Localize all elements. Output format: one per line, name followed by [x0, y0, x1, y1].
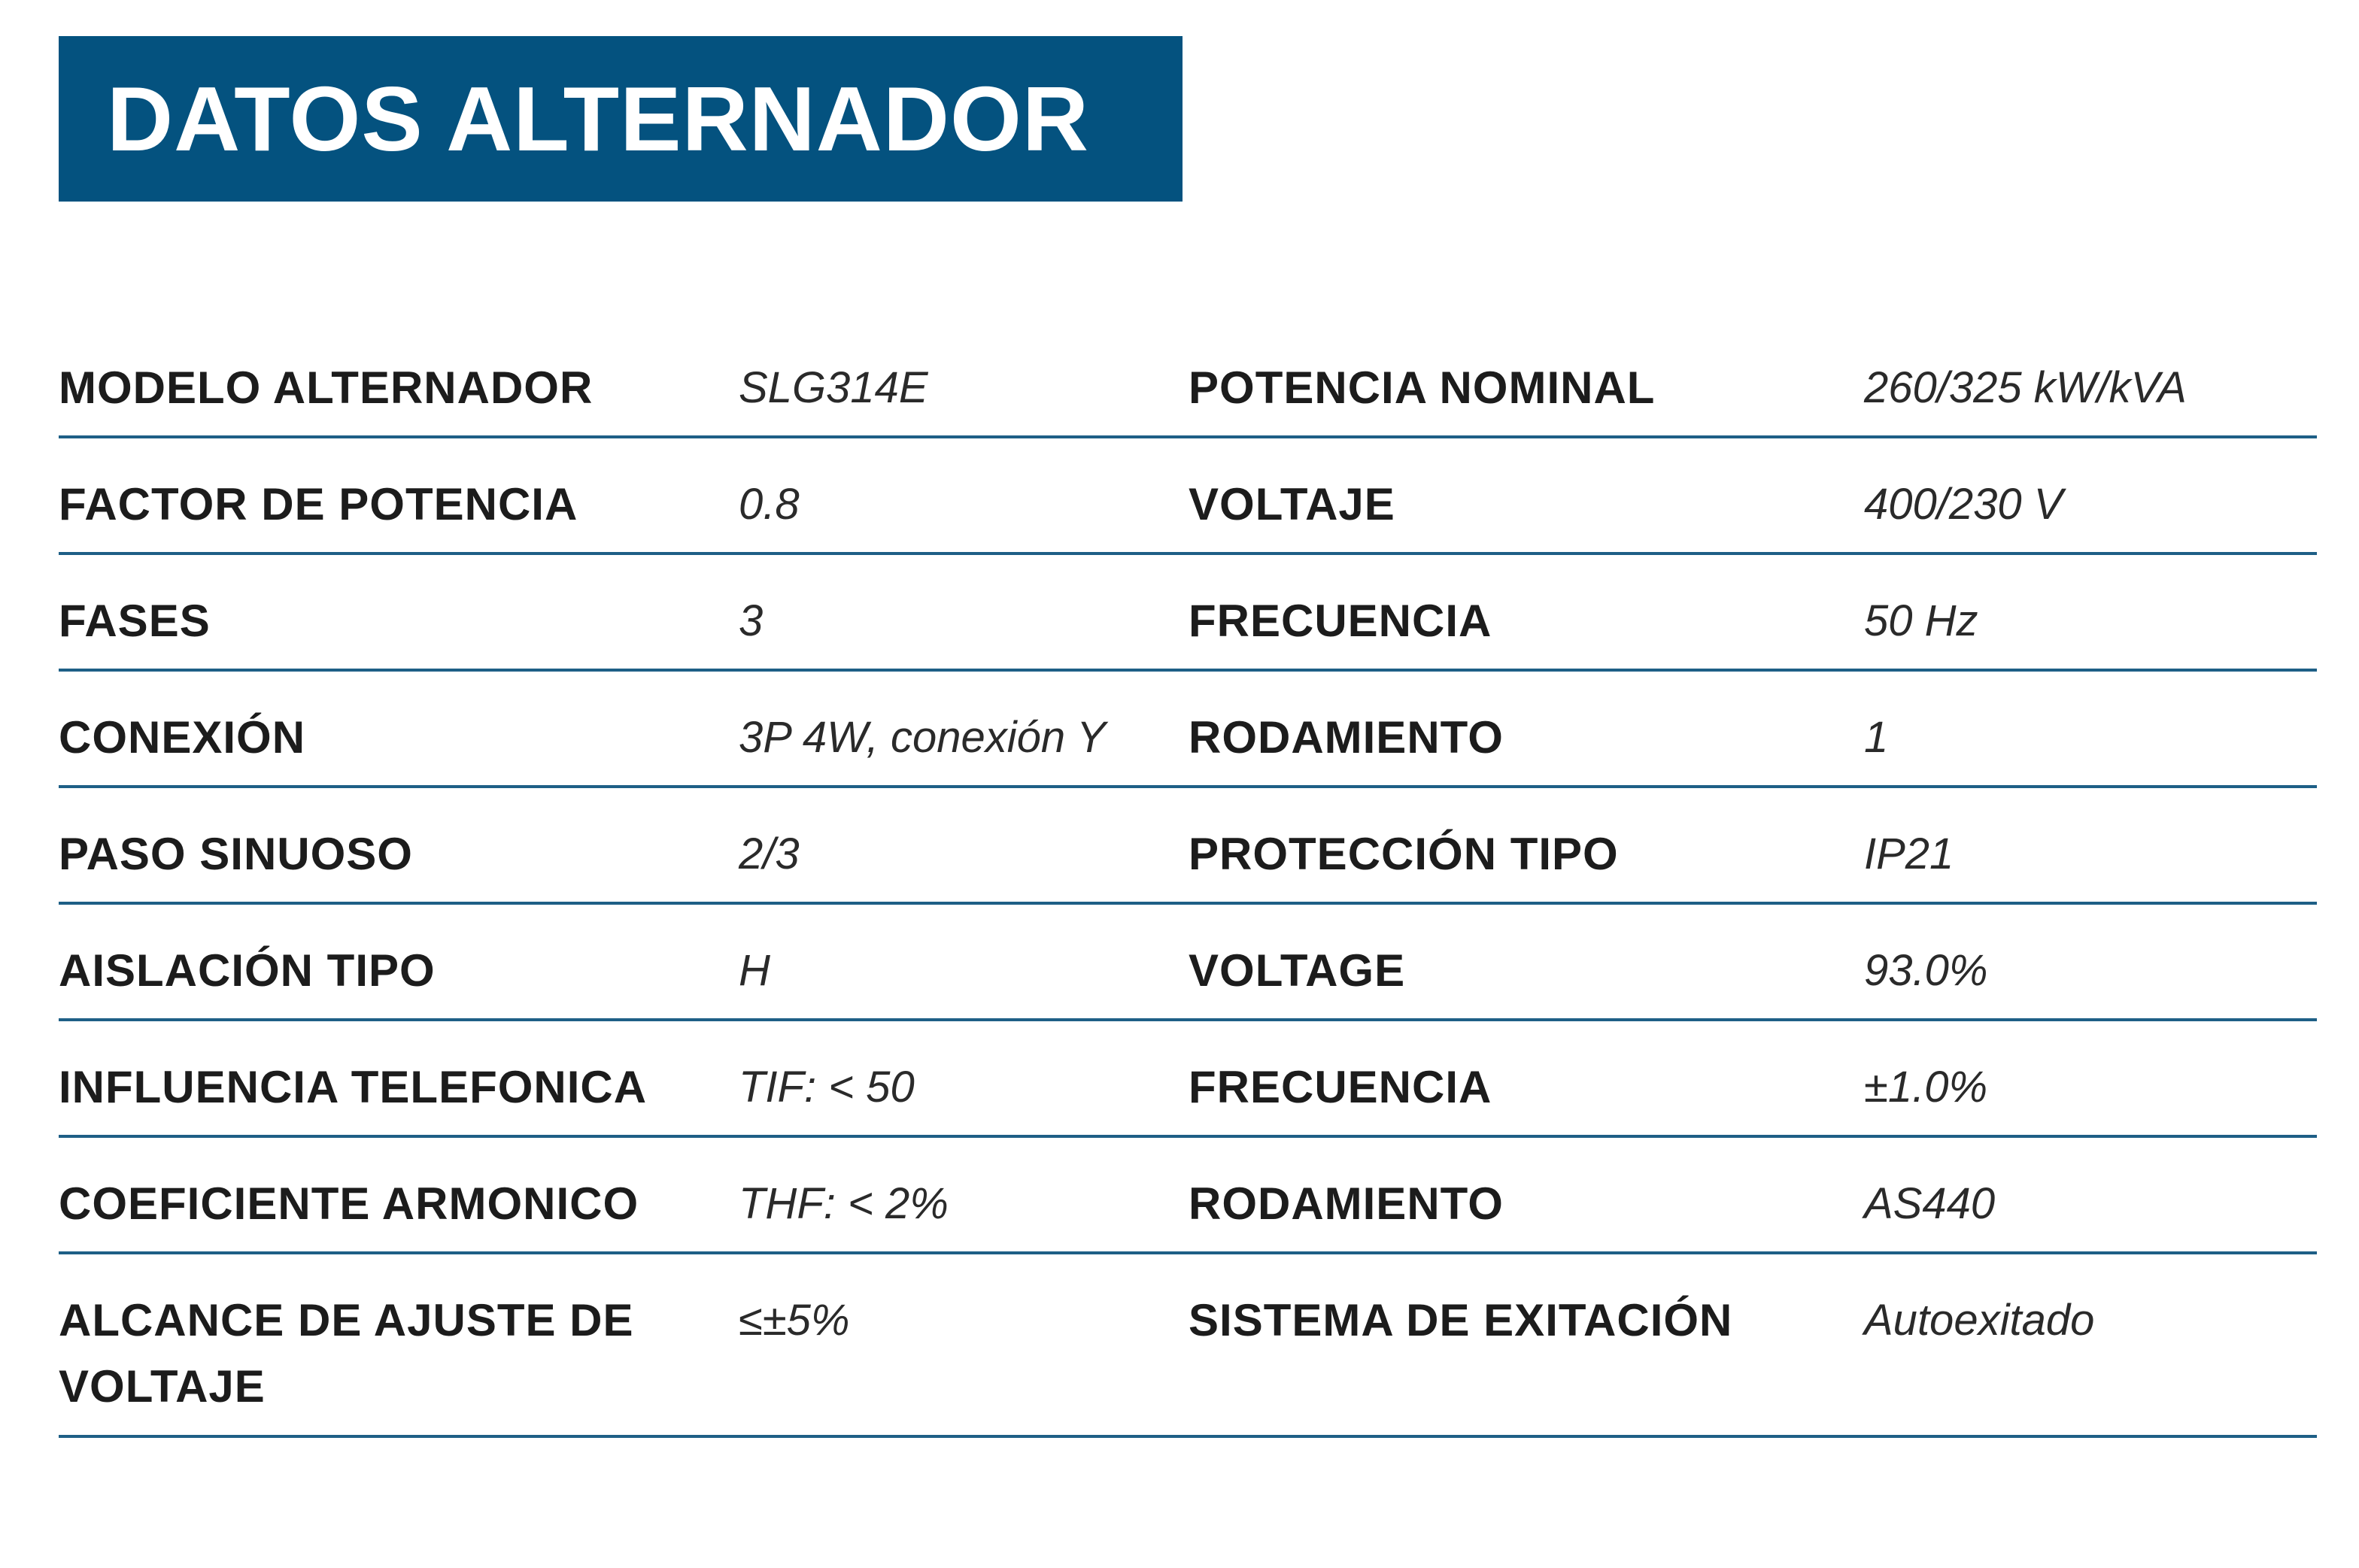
spec-row [59, 1254, 2317, 1438]
specs-table [59, 322, 2317, 1438]
spec-row [59, 322, 2317, 438]
spec-label: FRECUENCIA [1189, 596, 1492, 646]
spec-value: 2/3 [739, 829, 800, 878]
spec-value: H [739, 946, 770, 995]
spec-label: ALCANCE DE AJUSTE DE VOLTAJE [59, 1295, 634, 1412]
spec-value: AS440 [1864, 1179, 1996, 1228]
spec-value: 3P 4W, conexión Y [739, 713, 1106, 762]
spec-label: SISTEMA DE EXITACIÓN [1189, 1295, 1733, 1345]
spec-label: PASO SINUOSO [59, 829, 413, 879]
spec-label: FRECUENCIA [1189, 1062, 1492, 1112]
spec-label: PROTECCIÓN TIPO [1189, 829, 1619, 879]
spec-value: 50 Hz [1864, 596, 1978, 645]
title-banner [59, 36, 1183, 202]
spec-row [59, 1021, 2317, 1138]
spec-row [59, 788, 2317, 905]
page-title: DATOS ALTERNADOR [107, 68, 1089, 170]
spec-value: ±1.0% [1864, 1063, 1988, 1112]
spec-row [59, 555, 2317, 672]
spec-row [59, 905, 2317, 1021]
spec-label: FASES [59, 596, 211, 646]
spec-value: THF: < 2% [739, 1179, 949, 1228]
spec-value: 93.0% [1864, 946, 1988, 995]
spec-row [59, 438, 2317, 555]
spec-value: 400/230 V [1864, 480, 2063, 529]
spec-row [59, 672, 2317, 788]
spec-label: AISLACIÓN TIPO [59, 945, 436, 996]
spec-label: CONEXIÓN [59, 712, 306, 763]
spec-value: SLG314E [739, 363, 928, 412]
spec-label: RODAMIENTO [1189, 712, 1504, 763]
spec-label: VOLTAGE [1189, 945, 1406, 996]
spec-value: 3 [739, 596, 764, 645]
spec-label: POTENCIA NOMINAL [1189, 362, 1656, 413]
spec-value: 260/325 kW/kVA [1864, 363, 2187, 412]
spec-label: MODELO ALTERNADOR [59, 362, 594, 413]
spec-value: 0.8 [739, 480, 800, 529]
spec-label: VOLTAJE [1189, 479, 1395, 529]
spec-value: Autoexitado [1864, 1296, 2095, 1345]
spec-label: FACTOR DE POTENCIA [59, 479, 578, 529]
spec-value: ≤±5% [739, 1296, 850, 1345]
spec-label: INFLUENCIA TELEFONICA [59, 1062, 648, 1112]
spec-label: RODAMIENTO [1189, 1178, 1504, 1229]
spec-value: 1 [1864, 713, 1889, 762]
spec-value: TIF: < 50 [739, 1063, 915, 1112]
spec-row [59, 1138, 2317, 1254]
spec-label: COEFICIENTE ARMONICO [59, 1178, 639, 1229]
spec-value: IP21 [1864, 829, 1954, 878]
